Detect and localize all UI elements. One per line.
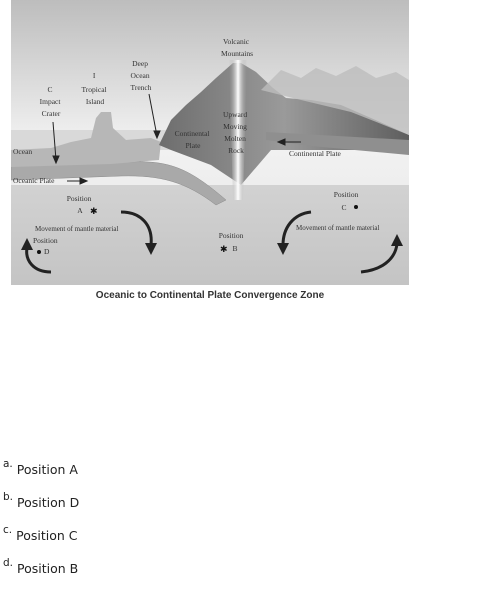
label-position-b: Position B	[218, 231, 244, 253]
label-continental-plate-right: Continental Plate	[289, 149, 341, 158]
label-position-d: Position D	[33, 236, 58, 256]
label-ocean: Ocean	[13, 147, 33, 156]
option-text: Position A	[16, 462, 78, 477]
figure-caption: Oceanic to Continental Plate Convergence Zone	[95, 290, 325, 301]
answer-option-b[interactable]	[3, 491, 80, 510]
position-a-marker: ✱	[90, 206, 98, 216]
option-letter: d.	[3, 557, 14, 569]
label-continental-plate-left: Continental Plate	[174, 129, 210, 150]
position-b-marker: ✱	[220, 244, 228, 254]
option-letter: a.	[3, 458, 13, 470]
label-impact-crater: C Impact Crater	[39, 85, 61, 118]
option-letter: c.	[3, 524, 13, 536]
answer-option-c[interactable]	[3, 524, 78, 543]
option-text: Position B	[17, 561, 79, 576]
label-position-a: Position A	[66, 194, 92, 215]
plate-convergence-diagram	[11, 0, 409, 285]
answer-option-d[interactable]	[3, 557, 79, 576]
diagram-canvas	[11, 0, 409, 285]
label-volcanic-mountains: Volcanic Mountains	[220, 37, 254, 58]
label-oceanic-plate: Oceanic Plate	[13, 176, 55, 185]
position-d-marker	[37, 250, 41, 254]
label-tropical-island: I Tropical Island	[81, 71, 107, 106]
option-text: Position C	[16, 528, 78, 543]
option-text: Position D	[17, 495, 80, 510]
label-position-c: Position C	[333, 190, 359, 212]
label-upward-moving-molten-rock: Upward Moving Molten Rock	[222, 110, 248, 155]
label-mantle-left: Movement of mantle material	[35, 225, 119, 233]
option-letter: b.	[3, 491, 14, 503]
label-deep-ocean-trench: Deep Ocean Trench	[130, 59, 152, 92]
position-c-marker	[354, 205, 358, 209]
answer-option-a[interactable]	[3, 458, 78, 477]
label-mantle-right: Movement of mantle material	[296, 224, 380, 232]
